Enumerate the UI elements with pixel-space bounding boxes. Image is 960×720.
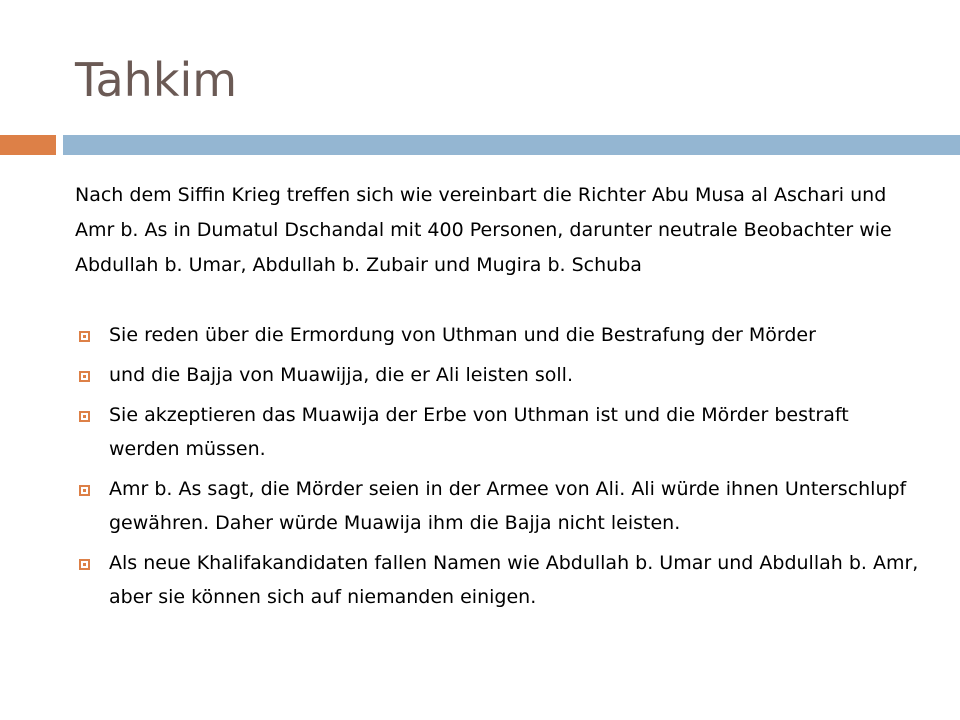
bullet-text: Amr b. As sagt, die Mörder seien in der Armee von Ali. Ali würde ihnen Unterschlupf gewähren. Daher würde Muawija ihm die Bajja nicht leisten.: [109, 478, 907, 534]
bullet-item: [75, 358, 925, 392]
bullet-item: [75, 472, 925, 540]
square-bullet-icon: [79, 331, 90, 342]
bullet-text: Sie reden über die Ermordung von Uthman und die Bestrafung der Mörder: [109, 324, 816, 346]
accent-bar-blue: [63, 135, 960, 155]
square-bullet-icon: [79, 411, 90, 422]
bullet-item: [75, 546, 925, 614]
square-bullet-icon: [79, 371, 90, 382]
bullet-text: Als neue Khalifakandidaten fallen Namen wie Abdullah b. Umar und Abdullah b. Amr, aber sie können sich auf niemanden einigen.: [109, 552, 919, 608]
square-bullet-icon: [79, 485, 90, 496]
bullet-item: [75, 398, 925, 466]
bullet-text: Sie akzeptieren das Muawija der Erbe von Uthman ist und die Mörder bestraft werden müssen.: [109, 404, 849, 460]
slide-title: Tahkim: [75, 53, 238, 107]
intro-paragraph: Nach dem Siffin Krieg treffen sich wie vereinbart die Richter Abu Musa al Aschari und Amr b. As in Dumatul Dschandal mit 400 Personen, darunter neutrale Beobachter wie Abdullah b. Umar, Abdullah b. Zubair und Mugira b. Schuba: [75, 184, 892, 276]
bullet-text: und die Bajja von Muawijja, die er Ali leisten soll.: [109, 364, 573, 386]
bullet-list: [75, 318, 925, 620]
bullet-item: [75, 318, 925, 352]
square-bullet-icon: [79, 559, 90, 570]
accent-bar-orange: [0, 135, 56, 155]
